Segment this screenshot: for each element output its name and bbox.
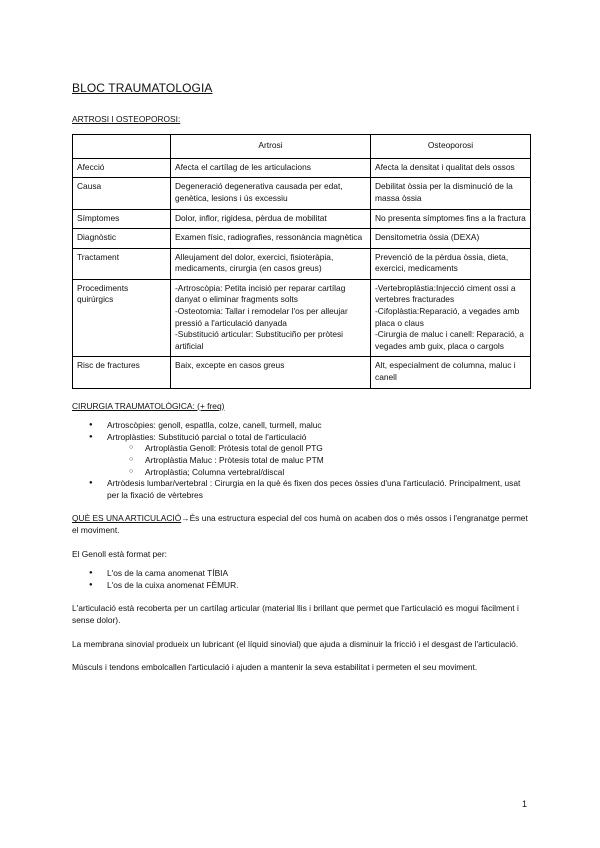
row-label: Símptomes [73,209,171,229]
table-header-row [73,135,531,159]
list-item: ● Artroscòpies: genoll, espatlla, colze, canell, turmell, maluc [72,420,530,432]
table-row [73,178,531,209]
table-header-artrosi: Artrosi [171,135,371,159]
table-row [73,357,531,388]
comparison-table [72,134,531,389]
row-label: Causa [73,178,171,209]
document-title: BLOC TRAUMATOLOGIA [72,81,213,95]
articulation-definition [72,513,530,536]
artrosi-cell: Examen físic, radiografies, ressonància magnètica [171,229,371,249]
document-page [72,80,530,674]
osteoporosi-cell: Alt, especialment de columna, maluc i canell [371,357,531,388]
paragraph: L'articulació està recoberta per un cartílag articular (material llis i brillant que permet que l'articulació es mogui fàcilment i sense dolor). [72,603,519,625]
osteoporosi-cell: Densitometria òssia (DEXA) [371,229,531,249]
row-label: Diagnòstic [73,229,171,249]
table-row [73,209,531,229]
paragraph: Músculs i tendons embolcallen l'articulació i ajuden a mantenir la seva estabilitat i permeten el seu moviment. [72,662,478,673]
sublist-item: ○ Artroplàstia; Columna vertebral/discal [107,467,530,479]
paragraph: La membrana sinovial produeix un lubricant (el líquid sinovial) que ajuda a disminuir la fricció i el desgast de l'articulació. [72,638,519,649]
osteoporosi-cell: Prevenció de la pèrdua òssia, dieta, exercici, medicaments [371,248,531,279]
artrosi-cell: Alleujament del dolor, exercici, fisioteràpia, medicaments, cirurgia (en casos greus) [171,248,371,279]
knee-intro: El Genoll està format per: [72,548,167,559]
list-item: ● L'os de la cuixa anomenat FÈMUR. [72,580,530,592]
surgery-list [72,420,530,501]
table-row [73,279,531,357]
list-item: ● L'os de la cama anomenat TÍBIA [72,568,530,580]
osteoporosi-cell: Debilitat òssia per la disminució de la massa òssia [371,178,531,209]
artrosi-cell: Degeneració degenerativa causada per edat, genètica, lesions i ús excessiu [171,178,371,209]
sublist-item: ○ Artroplàstia Genoll: Pròtesis total de genoll PTG [107,443,530,455]
table-header-osteoporosi: Osteoporosi [371,135,531,159]
sublist-item: ○ Artroplàstia Maluc : Pròtesis total de maluc PTM [107,455,530,467]
artrosi-cell: Afecta el cartílag de les articulacions [171,158,371,178]
list-item [72,432,530,478]
table-header-empty [73,135,171,159]
table-row [73,158,531,178]
osteoporosi-cell: -Vertebroplàstia:Injecció ciment ossi a vertebres fracturades -Cifoplàstia:Reparació, a vegades amb placa o claus -Cirurgia de maluc i canell: Reparació, a vegades amb guix, placa o cargols [371,279,531,357]
page-number: 1 [522,799,528,809]
osteoporosi-cell: Afecta la densitat i qualitat dels ossos [371,158,531,178]
artrosi-cell: -Artroscòpia: Petita incisió per reparar cartílag danyat o eliminar fragments solts -Osteotomia: Tallar i remodelar l'os per alleujar pressió a l'articulació danyada -Substitució articular: Substituciño per pròtesi artificial [171,279,371,357]
row-label: Afecció [73,158,171,178]
osteoporosi-cell: No presenta símptomes fins a la fractura [371,209,531,229]
arrow-icon: → [181,513,190,524]
row-label: Tractament [73,248,171,279]
surgery-heading: CIRURGIA TRAUMATOLÒGICA: (+ freq) [72,400,225,411]
table-row [73,229,531,249]
articulation-heading: QUÈ ES UNA ARTICULACIÓ [72,513,182,524]
table-row [73,248,531,279]
list-item-text: Artroplàsties: Substitució parcial o total de l'articulació [107,431,307,442]
knee-list [72,568,530,591]
artrosi-cell: Baix, excepte en casos greus [171,357,371,388]
articulation-text: És una estructura especial del cos humà on acaben dos o més ossos i l'engranatge permet el moviment. [72,513,528,535]
list-item: ● Artròdesis lumbar/vertebral : Cirurgia en la què és fixen dos peces òssies d'una l'articulació. Principalment, usat per la fixació de vèrtebres [72,478,530,501]
artrosi-cell: Dolor, inflor, rigidesa, pèrdua de mobilitat [171,209,371,229]
row-label: Risc de fractures [73,357,171,388]
arthroplasty-sublist [107,443,530,478]
row-label: Procediments quirúrgics [73,279,171,357]
section-subtitle: ARTROSI I OSTEOPOROSI: [72,113,181,124]
